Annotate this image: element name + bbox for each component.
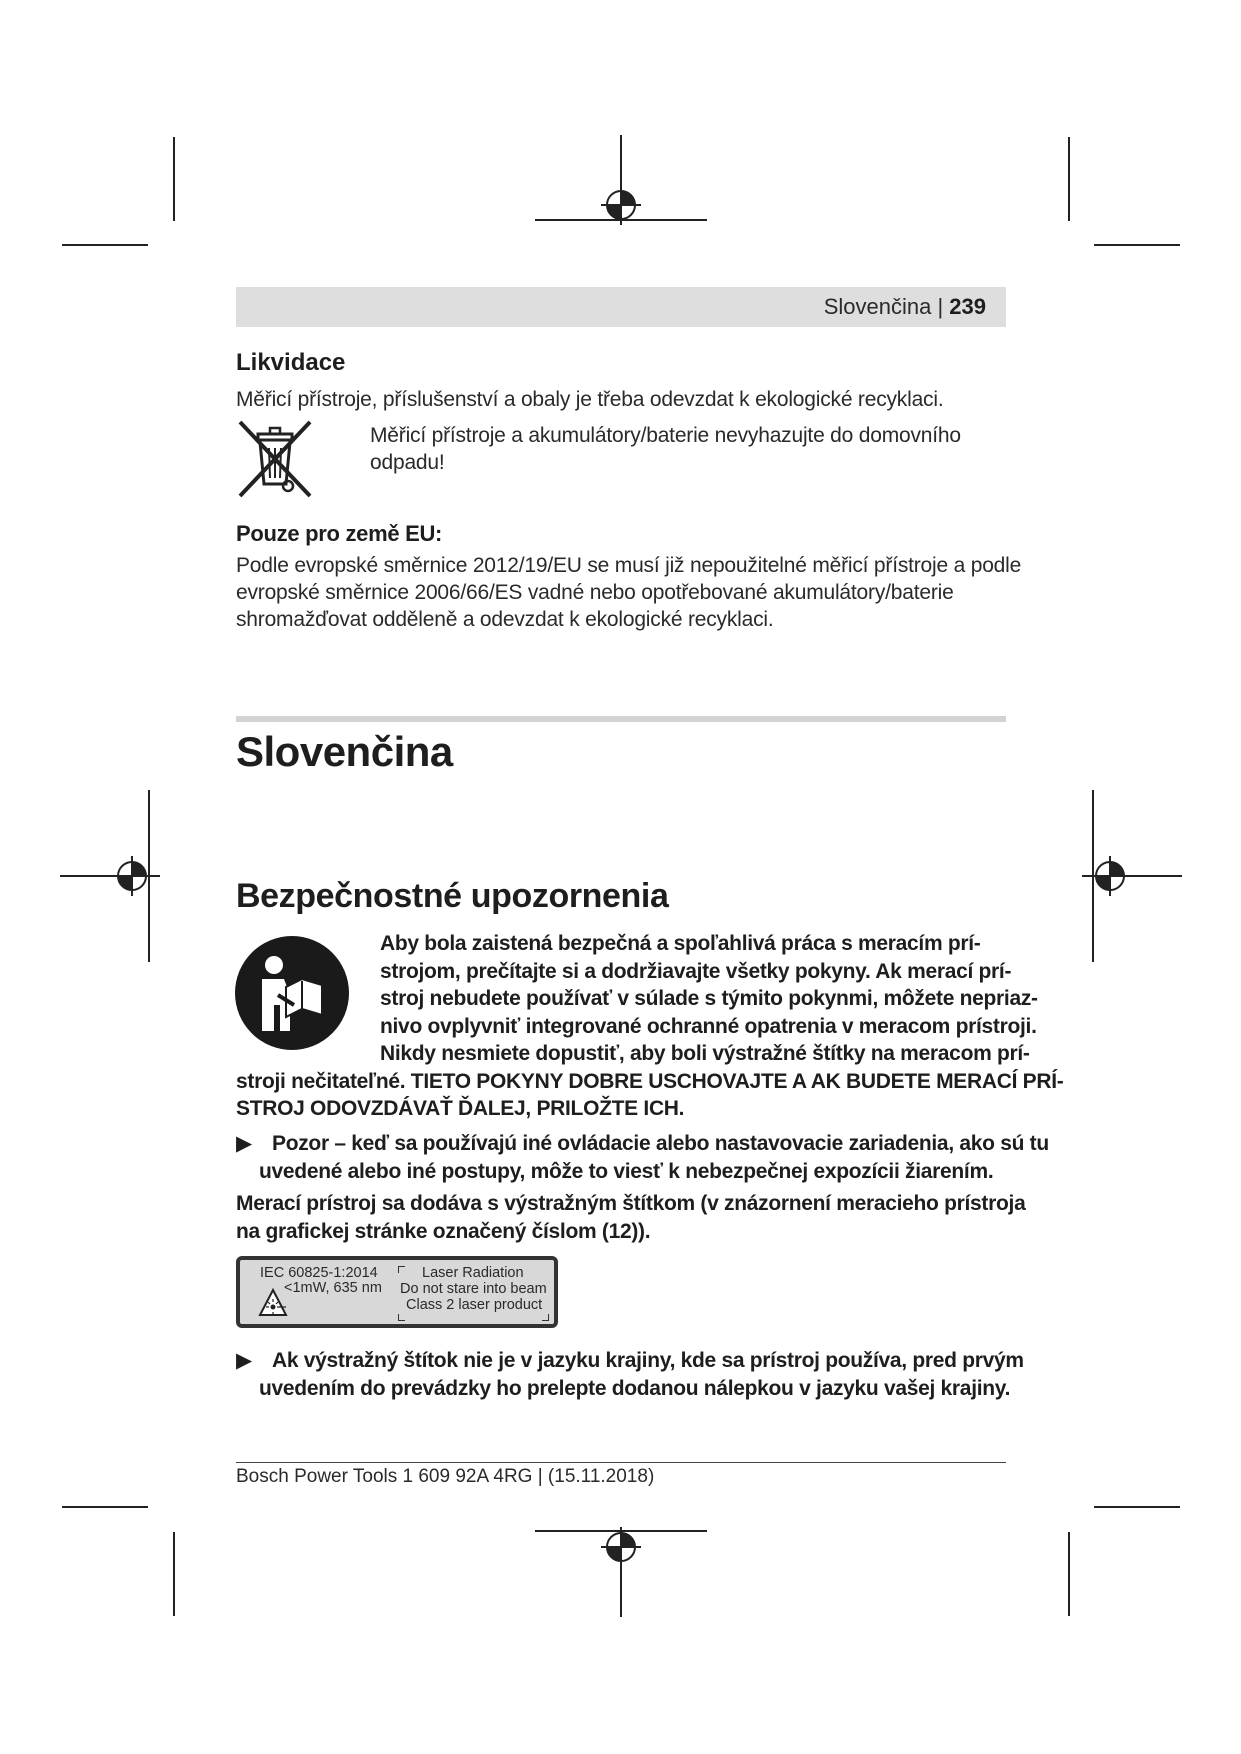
safety-intro-line: Nikdy nesmiete dopustiť, aby boli výstražné štítky na meracom prí- [380,1042,1030,1065]
crop-mark [173,137,175,221]
header-separator: | [931,294,950,319]
safety-intro-line: strojom, prečítajte si a dodržiavajte všetky pokyny. Ak merací prí- [380,959,1012,983]
warning-bullet-2 [236,1347,1024,1375]
safety-intro-line: nivo ovplyvniť integrované ochranné opatrenia v meracom prístroji. [380,1014,1037,1038]
eu-text-line: shromažďovat odděleně a odevzdat k ekologické recyklaci. [236,608,774,631]
page-footer: Bosch Power Tools 1 609 92A 4RG | (15.11.2018) [236,1466,655,1487]
bullet-arrow-icon: ▶ [236,1132,252,1155]
label-class: Class 2 laser product [406,1297,543,1313]
section-divider [236,716,1006,722]
likvidace-icon-text-line: Měřicí přístroje a akumulátory/baterie nevyhazujte do domovního [370,424,961,447]
safety-intro-line: stroji nečitateľné. TIETO POKYNY DOBRE USCHOVAJTE A AK BUDETE MERACÍ PRÍ- [236,1069,1064,1093]
registration-mark-icon [60,790,160,962]
crop-mark [1094,1506,1180,1508]
label-corner [398,1314,405,1321]
header-language: Slovenčina [823,294,932,319]
likvidace-text: Měřicí přístroje, příslušenství a obaly je třeba odevzdat k ekologické recyklaci. [236,388,944,411]
safety-intro-line: Aby bola zaistená bezpečná a spoľahlivá práca s meracím prí- [380,932,981,955]
laser-hazard-icon [258,1288,288,1318]
safety-intro-line: stroj nebudete používať v súlade s týmito pokynmi, môžete nepriaz- [380,987,1038,1010]
label-radiation: Laser Radiation [422,1265,524,1281]
page-number: 239 [949,294,986,319]
read-manual-icon [234,935,350,1051]
crop-mark [173,1532,175,1616]
bullet-arrow-icon: ▶ [236,1349,252,1372]
laser-warning-label [236,1256,558,1328]
bullet-text: Pozor – keď sa používajú iné ovládacie alebo nastavovacie zariadenia, ako sú tu [272,1132,1049,1155]
registration-mark-icon [535,1527,707,1617]
crop-mark [62,244,148,246]
likvidace-icon-text-line: odpadu! [370,451,445,474]
bullet-text: Ak výstražný štítok nie je v jazyku krajiny, kde sa prístroj používa, pred prvým [272,1349,1024,1372]
crop-mark [1068,137,1070,221]
registration-mark-icon [1082,790,1182,962]
crop-mark [1094,244,1180,246]
warning-bullet-1 [236,1130,1049,1158]
section-title: Slovenčina [236,728,453,775]
eu-text-line: evropské směrnice 2006/66/ES vadné nebo opotřebované akumulátory/baterie [236,581,954,604]
crossed-bin-icon [236,420,314,500]
label-power: <1mW, 635 nm [284,1280,382,1296]
likvidace-title: Likvidace [236,349,346,376]
crop-mark [1068,1532,1070,1616]
safety-title: Bezpečnostné upozornenia [236,877,669,915]
eu-text-line: Podle evropské směrnice 2012/19/EU se musí již nepoužitelné měřicí přístroje a podle [236,554,1022,577]
label-corner [398,1266,405,1273]
eu-title: Pouze pro země EU: [236,521,443,546]
safety-intro-line: STROJ ODOVZDÁVAŤ ĎALEJ, PRILOŽTE ICH. [236,1097,685,1120]
label-stare: Do not stare into beam [400,1281,547,1297]
warning-bullet-2-cont: uvedením do prevádzky ho prelepte dodanou nálepkou v jazyku vašej krajiny. [259,1376,1011,1400]
footer-divider [236,1462,1006,1463]
label-corner [542,1314,549,1321]
label-standard: IEC 60825-1:2014 [260,1265,378,1281]
label-paragraph-line: Merací prístroj sa dodáva s výstražným štítkom (v znázornení meracieho prístroja [236,1192,1026,1215]
registration-mark-icon [535,135,707,225]
warning-bullet-1-cont: uvedené alebo iné postupy, môže to viesť k nebezpečnej expozícii žiarením. [259,1159,994,1183]
header-text [824,287,986,327]
label-paragraph-line: na grafickej stránke označený číslom (12)). [236,1219,651,1243]
crop-mark [62,1506,148,1508]
page-header [236,287,1006,327]
